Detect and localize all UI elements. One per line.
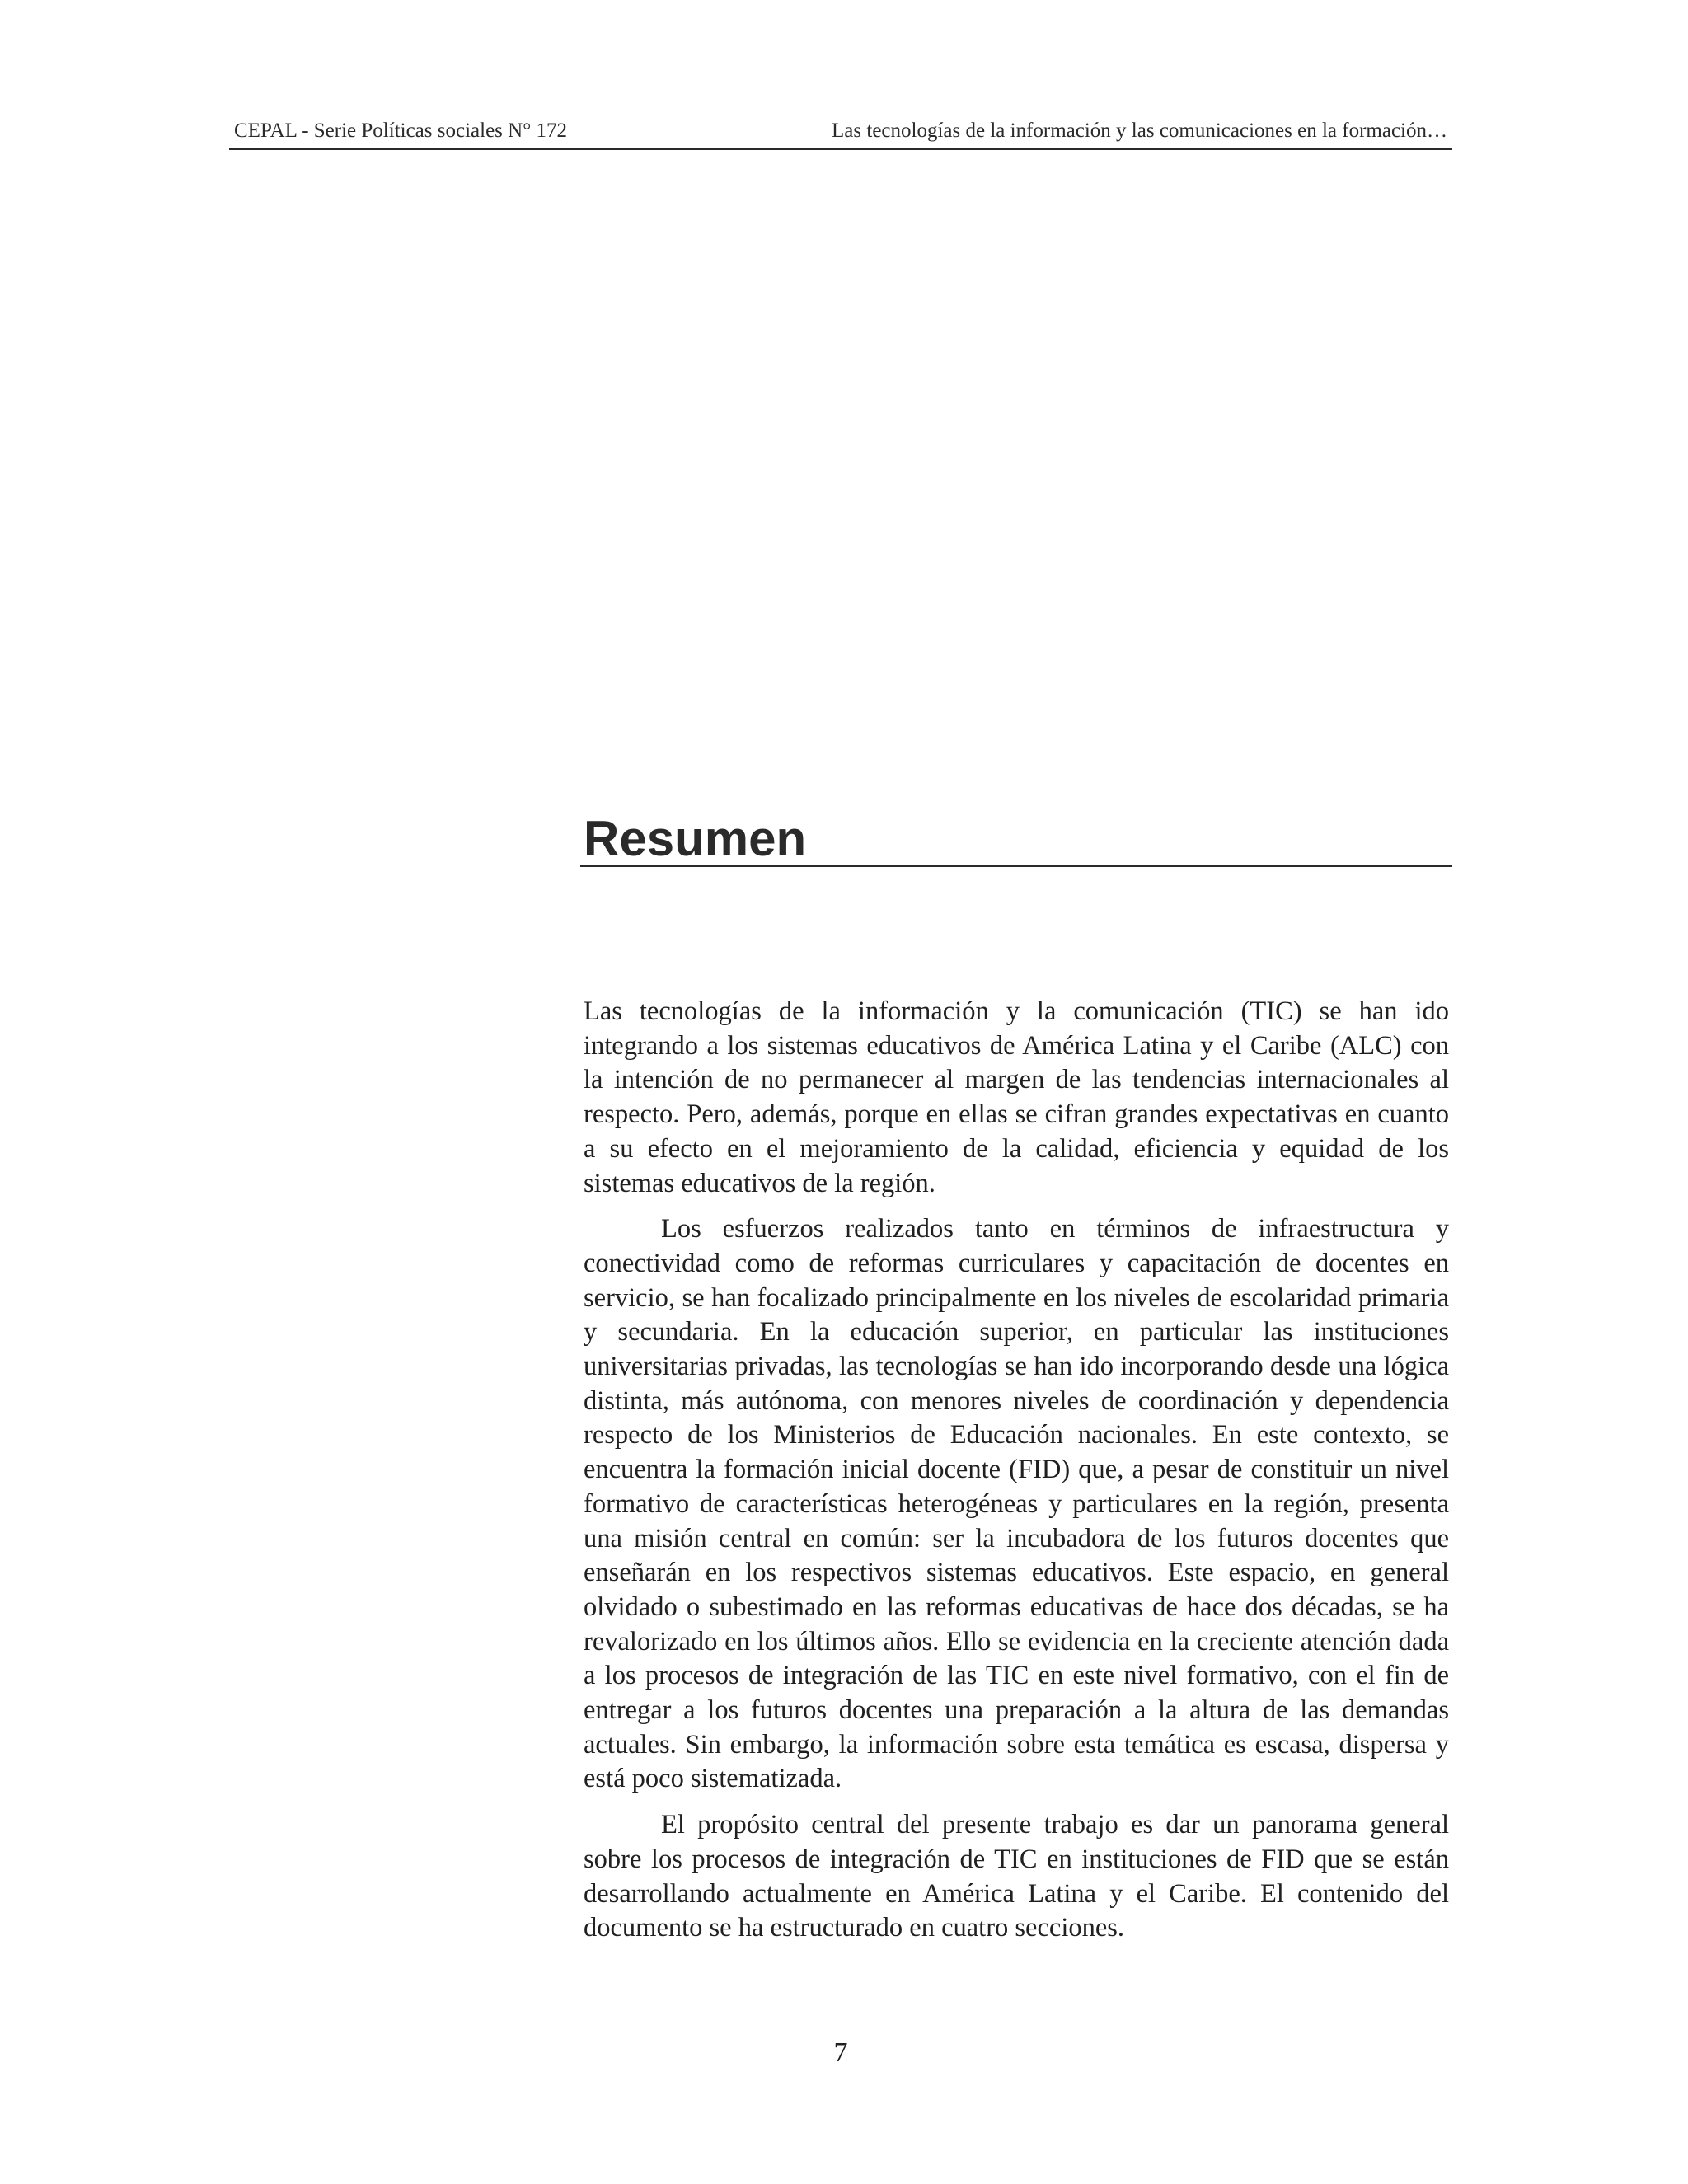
paragraph-1: Las tecnologías de la información y la comunicación (TIC) se han ido integrando a los sistemas educativos de América Latina y el Caribe (ALC) con la intención de no permanecer al margen de las tendencias internacionales al respecto. Pero, además, porque en ellas se cifran grandes expectativas en cuanto a su efecto en el mejoramiento de la calidad, eficiencia y equidad de los sistemas educativos de la región. xyxy=(584,996,1449,1198)
body-text xyxy=(584,995,1449,1957)
running-header xyxy=(229,117,1452,150)
section-heading xyxy=(580,798,1452,867)
page-number: 7 xyxy=(833,2037,848,2068)
paragraph-2: Los esfuerzos realizados tanto en términos de infraestructura y conectividad como de reformas curriculares y capacitación de docentes en servicio, se han focalizado principalmente en los niveles de escolaridad primaria y secundaria. En la educación superior, en particular las instituciones universitarias privadas, las tecnologías se han ido incorporando desde una lógica distinta, más autónoma, con menores niveles de coordinación y dependencia respecto de los Ministerios de Educación nacionales. En este contexto, se encuentra la formación inicial docente (FID) que, a pesar de constituir un nivel formativo de características heterogéneas y particulares en la región, presenta una misión central en común: ser la incubadora de los futuros docentes que enseñarán en los respectivos sistemas educativos. Este espacio, en general olvidado o subestimado en las reformas educativas de hace dos décadas, se ha revalorizado en los últimos años. Ello se evidencia en la creciente atención dada a los procesos de integración de las TIC en este nivel formativo, con el fin de entregar a los futuros docentes una preparación a la altura de las demandas actuales. Sin embargo, la información sobre esta temática es escasa, dispersa y está poco sistematizada. xyxy=(584,1214,1449,1794)
header-series-title: CEPAL - Serie Políticas sociales N° 172 xyxy=(234,120,567,142)
header-document-title: Las tecnologías de la información y las comunicaciones en la formación… xyxy=(832,120,1447,142)
paragraph-3: El propósito central del presente trabajo es dar un panorama general sobre los procesos de integración de TIC en instituciones de FID que se están desarrollando actualmente en América Latina y el Caribe. El contenido del documento se ha estructurado en cuatro secciones. xyxy=(584,1810,1449,1943)
section-title: Resumen xyxy=(584,811,807,866)
